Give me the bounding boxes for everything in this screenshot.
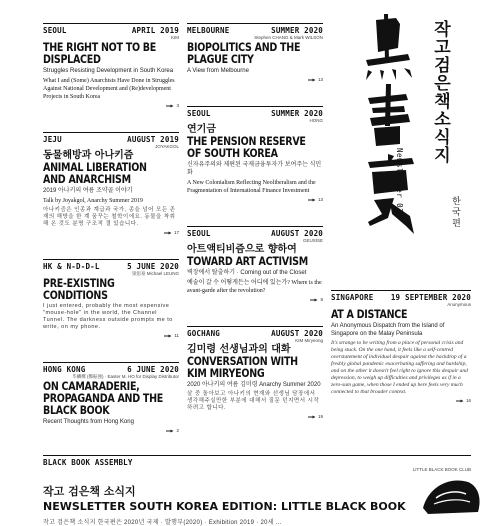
dateline — [43, 455, 471, 467]
date: 5 JUNE 2020 — [127, 262, 179, 271]
page-number: 19 — [317, 414, 323, 419]
page-ref[interactable] — [187, 414, 323, 419]
dateline — [43, 23, 179, 35]
date: AUGUST 2020 — [271, 229, 323, 238]
subtitle: 2020 아나키의 여름 김미령 Anarchy Summer 2020 — [187, 382, 321, 388]
date: APRIL 2019 — [131, 26, 179, 35]
page-ref[interactable] — [43, 333, 179, 338]
masthead-title: 작고검은책소식지 — [430, 20, 450, 164]
article-entry[interactable] — [43, 132, 179, 235]
author: GEUSISE — [302, 238, 323, 243]
subtitle: An Anonymous Dispatch from the Island of Singapore on the Malay Peninsula — [331, 323, 445, 337]
newsletter-number: Newsletter 02 — [395, 148, 404, 214]
title-en[interactable]: AT A DISTANCE — [331, 307, 408, 321]
city: SINGAPORE — [331, 293, 374, 302]
excerpt: I just entered, probably the most expensive "mouse-hole" in the world, the Channel Tunnel. The darkness outside prompts me to write, on my phone. — [43, 303, 173, 330]
title-en[interactable]: BIOPOLITICS AND THE PLAGUE CITY — [187, 40, 301, 66]
author: Anonymous — [447, 302, 471, 307]
subtitle-secondary: What I and (Some) Anarchists Have Done in Struggles Against National Development and (Re)development Projects in South Korea — [43, 78, 175, 100]
page-ref[interactable] — [187, 297, 323, 302]
page-number: 16 — [465, 398, 471, 403]
edition-label: 한국편 — [450, 196, 460, 229]
date: AUGUST 2019 — [127, 135, 179, 144]
author: Stephen CHANG & Mark WILSON — [254, 35, 323, 40]
city: SEOUL — [187, 109, 211, 118]
pointing-hand-icon — [456, 399, 464, 403]
intro-text: 작고 검은책 소식지 한국편은 2020년 국제 · 발행부(2020) · Exhibition 2019 · 20세 ... — [43, 520, 282, 526]
page-number: 11 — [174, 333, 179, 338]
title-en[interactable]: CONVERSATION WITH KIM MIRYEONG — [187, 354, 298, 380]
article-entry[interactable] — [331, 290, 471, 403]
article-entry[interactable] — [187, 326, 323, 419]
article-entry[interactable] — [187, 226, 323, 302]
column-middle — [187, 0, 323, 419]
subtitle: 2019 아나키의 여름 조약골 이야기 — [43, 188, 133, 194]
city: GOCHANG — [187, 329, 221, 338]
city: HONG KONG — [43, 365, 86, 374]
dateline — [43, 132, 179, 144]
city: HK & N-D-D-L — [43, 262, 100, 271]
hand-drawn-illustration — [418, 468, 484, 514]
pointing-hand-icon — [310, 298, 318, 302]
author: 梁思豪 Michael LEUNG — [131, 271, 179, 276]
pointing-hand-icon — [164, 334, 172, 338]
title-ko[interactable]: 아트액티비즘으로 향하여 — [187, 244, 297, 255]
subtitle-secondary: A New Colonialism Reflecting Neoliberalism and the Fragmentation of International Finance Investment — [187, 180, 316, 194]
title-ko[interactable]: 동물해방과 아나키즘 — [43, 150, 134, 161]
pointing-hand-icon — [166, 429, 174, 433]
dateline — [43, 259, 179, 271]
headline-ko[interactable]: 작고 검은책 소식지 — [43, 485, 136, 498]
page-ref[interactable] — [43, 230, 179, 235]
title-en[interactable]: TOWARD ART ACTIVISM — [187, 254, 308, 268]
bottom-right-label: LITTLE BLACK BOOK CLUB — [412, 467, 471, 472]
title-en[interactable]: THE PENSION RESERVE OF SOUTH KOREA — [187, 134, 306, 160]
article-entry[interactable] — [187, 23, 323, 82]
subtitle: 신자유주의와 제편된 국제금융투자가 보여주는 식민화 — [187, 162, 322, 176]
column-left — [43, 0, 179, 433]
bottom-section — [43, 455, 471, 526]
pointing-hand-icon — [164, 231, 172, 235]
pointing-hand-icon — [308, 78, 316, 82]
title-en[interactable]: ON CAMARADERIE, PROPAGANDA AND THE BLACK BOOK — [43, 379, 164, 417]
subtitle: A View from Melbourne — [187, 68, 249, 74]
date: 6 JUNE 2020 — [127, 365, 179, 374]
page-number: 13 — [317, 77, 323, 82]
author: HONG — [309, 118, 323, 123]
dateline — [187, 226, 323, 238]
page-ref[interactable] — [187, 77, 323, 82]
excerpt: 아나키즘은 인종과 계급과 국가, 종을 넘어 모든 존재의 해방을 한 계 꿈꾸는 철학이에요. 동물을 착취해 온 것도 분명 구조적 결 있습니다. — [43, 207, 176, 227]
date: SUMMER 2020 — [271, 109, 323, 118]
subtitle-secondary: 예술이 갈 수 어떻게든는 어디에 있는가? Where is the avant-garde after the revolution? — [187, 280, 322, 294]
page-number: 13 — [317, 197, 323, 202]
excerpt: It's strange to be writing from a place of personal crisis and being stuck. On the one hand, it feels like a self-centred overstatement of individual despair against the backdrop of a freshly global pandemic exacerbating suffering and hardship, and on the other it doesn't feel right to ignore this despair and depression, to weigh up difficulties and privileges as if in a zero-sum game, when those I ended up here feels very much connected to that broader context. — [331, 340, 468, 395]
dateline — [331, 290, 471, 302]
pointing-hand-icon — [308, 415, 316, 419]
page-number: 17 — [173, 230, 179, 235]
subtitle: Recent Thoughts from Hong Kong — [43, 419, 134, 425]
city: SEOUL — [43, 26, 67, 35]
article-entry[interactable] — [43, 23, 179, 108]
author: KIM Miryeong — [295, 338, 323, 343]
column-right — [331, 266, 471, 403]
title-en[interactable]: ANIMAL LIBERATION AND ANARCHISM — [43, 160, 147, 186]
article-entry[interactable] — [187, 106, 323, 202]
page-ref[interactable] — [43, 103, 179, 108]
city: JEJU — [43, 135, 62, 144]
pointing-hand-icon — [308, 198, 316, 202]
title-ko[interactable]: 연기금 — [187, 124, 216, 135]
page-number: 3 — [176, 103, 179, 108]
date: 19 SEPTEMBER 2020 — [390, 293, 471, 302]
date: AUGUST 2020 — [271, 329, 323, 338]
title-ko[interactable]: 김미령 선생님과의 대화 — [187, 344, 291, 355]
subtitle: Struggles Resisting Development in South Korea — [43, 68, 174, 74]
author: KIM — [170, 35, 179, 40]
dateline — [187, 326, 323, 338]
dateline — [187, 23, 323, 35]
excerpt: 살 중 돌아보고 아나키의 현재와 선생님 담장에서 생각해주실만한 부분에 대해서 질문 던지면서 시작하려고 합니다. — [187, 391, 320, 411]
date: SUMMER 2020 — [271, 26, 323, 35]
article-entry[interactable] — [43, 362, 179, 433]
title-en[interactable]: PRE-EXISTING CONDITIONS — [43, 276, 115, 302]
page-ref[interactable] — [187, 197, 323, 202]
page-number: 8 — [320, 297, 323, 302]
page-ref[interactable] — [331, 398, 471, 403]
subtitle: 벽장에서 탈출하기 · Coming out of the Closet — [187, 270, 307, 276]
city: SEOUL — [187, 229, 211, 238]
page-ref[interactable] — [43, 428, 179, 433]
city: BLACK BOOK ASSEMBLY — [43, 458, 133, 467]
headline-en[interactable]: NEWSLETTER SOUTH KOREA EDITION: LITTLE BLACK BOOK — [43, 500, 406, 513]
author: 毕鳞鹰 (鄭振強) · Easter M. HO for Display Distributor — [72, 374, 179, 379]
city: MELBOURNE — [187, 26, 230, 35]
dateline — [187, 106, 323, 118]
article-entry[interactable] — [43, 259, 179, 338]
page-number: 2 — [176, 428, 179, 433]
pointing-hand-icon — [166, 104, 174, 108]
title-en[interactable]: THE RIGHT NOT TO BE DISPLACED — [43, 40, 157, 66]
subtitle-secondary: Talk by Joyakgol, Anarchy Summer 2019 — [43, 198, 143, 204]
author: JOYAKGOL — [155, 144, 179, 149]
dateline — [43, 362, 179, 374]
